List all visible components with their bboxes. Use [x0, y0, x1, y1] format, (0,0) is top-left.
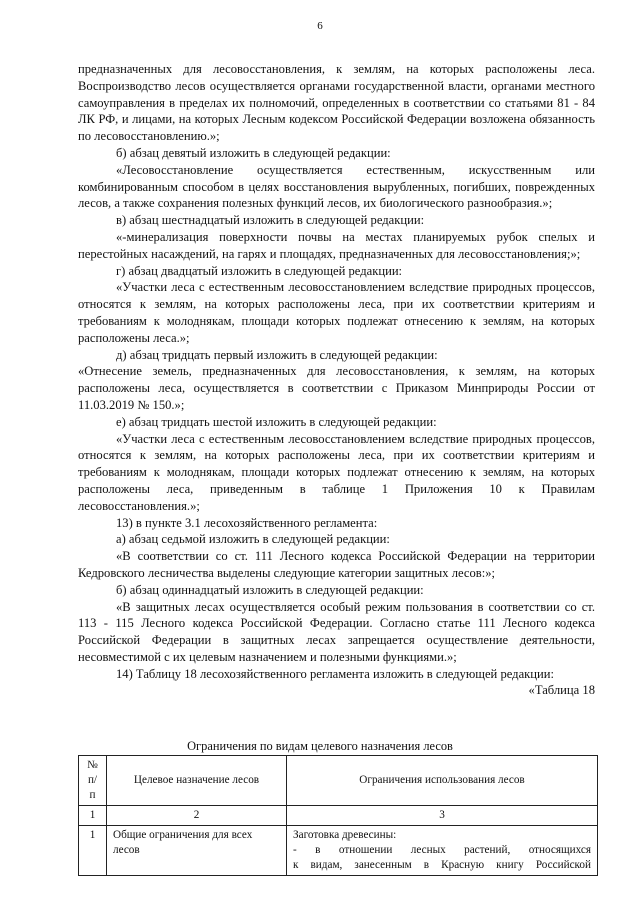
header-restrictions: Ограничения использования лесов — [287, 756, 598, 806]
paragraph-2: б) абзац девятый изложить в следующей редакции: — [116, 145, 391, 160]
restrictions-line-2: к видам, занесенным в Красную книгу Российской — [293, 859, 591, 871]
index-col-3: 3 — [287, 806, 598, 826]
paragraph-7: «Участки леса с естественным лесовосстановлением вследствие природных процессов, относятся к землям, на которых расположены леса, при их соответствии критериям и требованиям к молоднякам, площади которых подлежат отнесению к землям, на которых расположены леса.»; — [78, 280, 595, 345]
paragraph-15: б) абзац одиннадцатый изложить в следующей редакции: — [116, 582, 424, 597]
paragraph-9: «Отнесение земель, предназначенных для лесовосстановления, к землям, на которых расположены леса, осуществляется в соответствии с Приказом Минприроды России от 11.03.2019 № 150.»; — [78, 364, 595, 412]
row-restrictions — [287, 826, 598, 876]
index-col-2: 2 — [107, 806, 287, 826]
paragraph-16: «В защитных лесах осуществляется особый режим пользования в соответствии со ст. 113 - 115 Лесного кодекса Российской Федерации. Согласно статье 111 Лесного кодекса Российской Федерации в защитных лесах запрещается осуществление деятельности, несовместимой с их целевым назначением и полезными функциями.»; — [78, 599, 595, 664]
restrictions-title: Заготовка древесины: — [293, 829, 397, 841]
restrictions-line-1: - в отношении лесных растений, относящихся — [293, 844, 591, 856]
table-title: Ограничения по видам целевого назначения лесов — [187, 739, 453, 753]
table-index-row — [79, 806, 598, 826]
paragraph-4: в) абзац шестнадцатый изложить в следующей редакции: — [116, 213, 425, 228]
paragraph-11: «Участки леса с естественным лесовосстановлением вследствие природных процессов, относятся к землям, на которых расположены леса, при их соответствии критериям и требованиям к молоднякам, площади которых подлежат отнесению к землям, на которых расположены леса, приведенным в таблице 1 Приложения 10 к Правилам лесовосстановления.»; — [78, 431, 595, 513]
paragraph-14: «В соответствии со ст. 111 Лесного кодекса Российской Федерации на территории Кедровского лесничества выделены следующие категории защитных лесов:»; — [78, 549, 595, 580]
paragraph-6: г) абзац двадцатый изложить в следующей редакции: — [116, 263, 403, 278]
header-purpose: Целевое назначение лесов — [107, 756, 287, 806]
table-header-row — [79, 756, 598, 806]
row-purpose: Общие ограничения для всех лесов — [107, 826, 287, 876]
table-caption-number: «Таблица 18 — [528, 683, 595, 698]
document-body — [78, 61, 595, 699]
header-num: № п/п — [79, 756, 107, 806]
paragraph-1: предназначенных для лесовосстановления, к землям, на которых расположены леса. Воспроизводство лесов осуществляется органами государственной власти, органами местного самоуправления в пределах их полномочий, определенных в соответствии со статьями 81 - 84 ЛК РФ, и лицами, на которых Лесным кодексом Российской Федерации возложена обязанность по лесовосстановлению.»; — [78, 62, 595, 144]
paragraph-13: а) абзац седьмой изложить в следующей редакции: — [116, 532, 390, 547]
paragraph-5: «-минерализация поверхности почвы на местах планируемых рубок спелых и перестойных насаждений, на гарях и площадях, предназначенных для лесовосстановления;»; — [78, 229, 595, 261]
restrictions-table — [78, 755, 598, 876]
page-number: 6 — [317, 20, 323, 32]
paragraph-3: «Лесовосстановление осуществляется естественным, искусственным или комбинированным способом в целях восстановления вырубленных, погибших, поврежденных лесов, а также сохранения полезных функций лесов, их биологического разнообразия.»; — [78, 162, 595, 211]
index-col-1: 1 — [79, 806, 107, 826]
row-num: 1 — [79, 826, 107, 876]
table-row — [79, 826, 598, 876]
paragraph-8: д) абзац тридцать первый изложить в следующей редакции: — [116, 347, 438, 362]
paragraph-17: 14) Таблицу 18 лесохозяйственного регламента изложить в следующей редакции: — [116, 666, 554, 681]
paragraph-12: 13) в пункте 3.1 лесохозяйственного регламента: — [116, 515, 378, 530]
paragraph-10: е) абзац тридцать шестой изложить в следующей редакции: — [116, 414, 437, 429]
